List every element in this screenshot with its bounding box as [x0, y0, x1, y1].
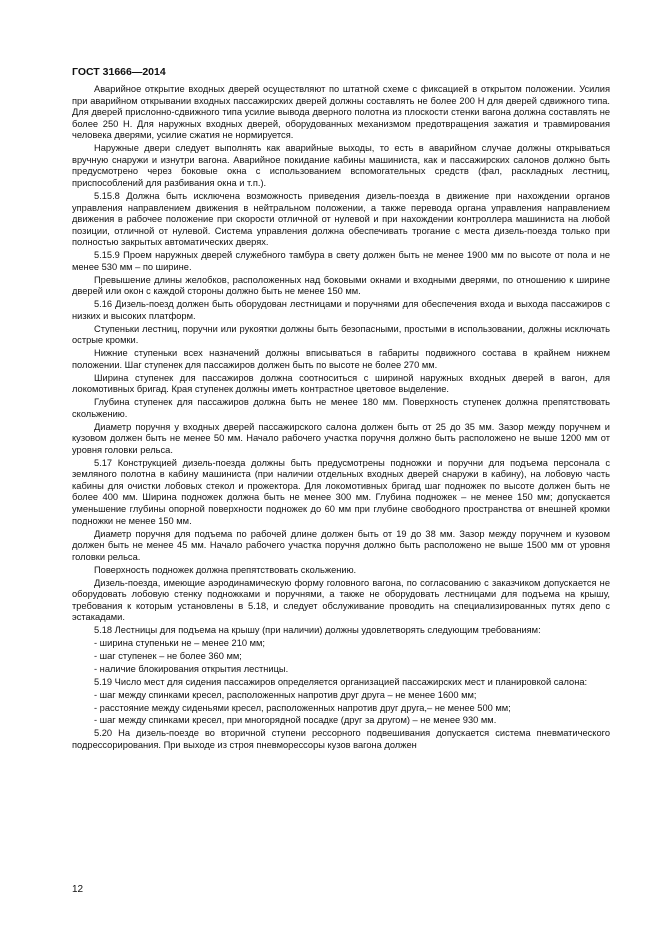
list-item: - шаг между спинками кресел, при многорядной посадке (друг за другом) – не менее 930 мм.	[94, 715, 497, 726]
paragraph: Наружные двери следует выполнять как аварийные выходы, то есть в аварийном случае должны открываться вручную снаружи и изнутри вагона. Аварийное покидание кабины машиниста, как и пассажирских салонов должно быть предусмотрено через боковые окна с использованием вспомогательных средств (фал, раскладных лестниц, приспособлений для разбивания окна и т.п.).	[72, 143, 610, 189]
paragraph: 5.18 Лестницы для подъема на крышу (при наличии) должны удовлетворять следующим требованиям:	[94, 625, 541, 636]
list-item: - ширина ступеньки не – менее 210 мм;	[94, 638, 265, 649]
list-item: - шаг ступенек – не более 360 мм;	[94, 650, 242, 661]
paragraph: Ступеньки лестниц, поручни или рукоятки должны быть безопасными, простыми в использовании, должны исключать острые кромки.	[72, 323, 610, 346]
paragraph: Диаметр поручня для подъема по рабочей длине должен быть от 19 до 38 мм. Зазор между поручнем и кузовом должен быть не менее 45 мм. Начало рабочего участка поручня должно быть расположено не выше 1500 мм от уровня головки рельса.	[72, 528, 610, 562]
paragraph: 5.15.8 Должна быть исключена возможность приведения дизель-поезда в движение при нахождении органов управления направлением движения в нейтральном положении, а также перевода органа управления направлением движения в рабочее положение при скорости отличной от нулевой и при нахождении контроллера машиниста на любой позиции, отличной от нулевой. Система управления должна обеспечивать трогание с места дизель-поезда только при полностью закрытых автоматических дверях.	[72, 190, 610, 248]
paragraph: Глубина ступенек для пассажиров должна быть не менее 180 мм. Поверхность ступенек должна препятствовать скольжению.	[72, 397, 610, 419]
document-header: ГОСТ 31666—2014	[72, 66, 166, 78]
paragraph: 5.20 На дизель-поезде во вторичной ступени рессорного подвешивания допускается система пневматического подрессорирования. При выходе из строя пневморессоры кузов вагона должен	[72, 728, 610, 750]
paragraph: Диаметр поручня у входных дверей пассажирского салона должен быть от 25 до 35 мм. Зазор между поручнем и кузовом должен быть не менее 50 мм. Начало рабочего участка поручня должно быть расположено не выше 1200 мм от уровня головки рельса.	[72, 421, 610, 455]
list-item: - шаг между спинками кресел, расположенных напротив друг друга – не менее 1600 мм;	[94, 689, 477, 700]
list-item: - расстояние между сиденьями кресел, расположенных напротив друг друга,– не менее 500 мм;	[94, 702, 511, 713]
paragraph: Дизель-поезда, имеющие аэродинамическую форму головного вагона, по согласованию с заказчиком допускается не оборудовать лобовую стенку подножками и поручнями, а также не оборудовать лестницами для подъема на крышу, требования к которым установлены в 5.18, и следует обслуживание проводить на специализированных путях депо с эстакадами.	[72, 577, 610, 623]
paragraph: Аварийное открытие входных дверей осуществляют по штатной схеме с фиксацией в открытом положении. Усилия при аварийном открывании входных пассажирских дверей должны составлять не более 200 Н для дверей сдвижного типа. Для дверей прислонно-сдвижного типа усилие вывода дверного полотна из плоскости стенки вагона должна составлять не более 250 Н. Для наружных входных дверей, оборудованных механизмом предотвращения зажатия и травмирования человека дверями, усилие сжатия не нормируется.	[72, 84, 610, 141]
paragraph: 5.17 Конструкцией дизель-поезда должны быть предусмотрены подножки и поручни для подъема персонала с земляного полотна в кабину машиниста (при наличии отдельных входных дверей снаружи в кабину), на лобовую часть кабины для очистки лобовых стекол и прожектора. Для локомотивных бригад шаг подножек по высоте должен быть не более 400 мм. Ширина подножек должна быть не менее 300 мм. Глубина подножек – не менее 150 мм; допускается уменьшение глубины опорной поверхности подножек до 60 мм при глубине свободного пространства от внешней кромки подножки не менее 150 мм.	[72, 457, 610, 526]
paragraph: 5.19 Число мест для сидения пассажиров определяется организацией пассажирских мест и планировкой салона:	[94, 676, 588, 687]
paragraph: Поверхность подножек должна препятствовать скольжению.	[94, 564, 357, 575]
paragraph: 5.16 Дизель-поезд должен быть оборудован лестницами и поручнями для обеспечения входа и выхода пассажиров с низких и высоких платформ.	[72, 299, 610, 321]
paragraph: Нижние ступеньки всех назначений должны вписываться в габариты подвижного состава в крайнем нижнем положении. Шаг ступенек для пассажиров должен быть по высоте не более 270 мм.	[72, 348, 610, 370]
paragraph: Превышение длины желобков, расположенных над боковыми окнами и входными дверями, по отношению к ширине дверей или окон с каждой стороны должно быть не менее 150 мм.	[72, 274, 610, 297]
page-number: 12	[72, 884, 84, 895]
paragraph: 5.15.9 Проем наружных дверей служебного тамбура в свету должен быть не менее 1900 мм по высоте от пола и не менее 530 мм – по ширине.	[72, 250, 610, 272]
paragraph: Ширина ступенек для пассажиров должна соотноситься с шириной наружных входных дверей в вагон, для локомотивных бригад. Края ступенек должны иметь контрастное цветовое выделение.	[72, 372, 610, 395]
list-item: - наличие блокирования открытия лестницы.	[94, 663, 289, 674]
document-body	[72, 84, 610, 753]
